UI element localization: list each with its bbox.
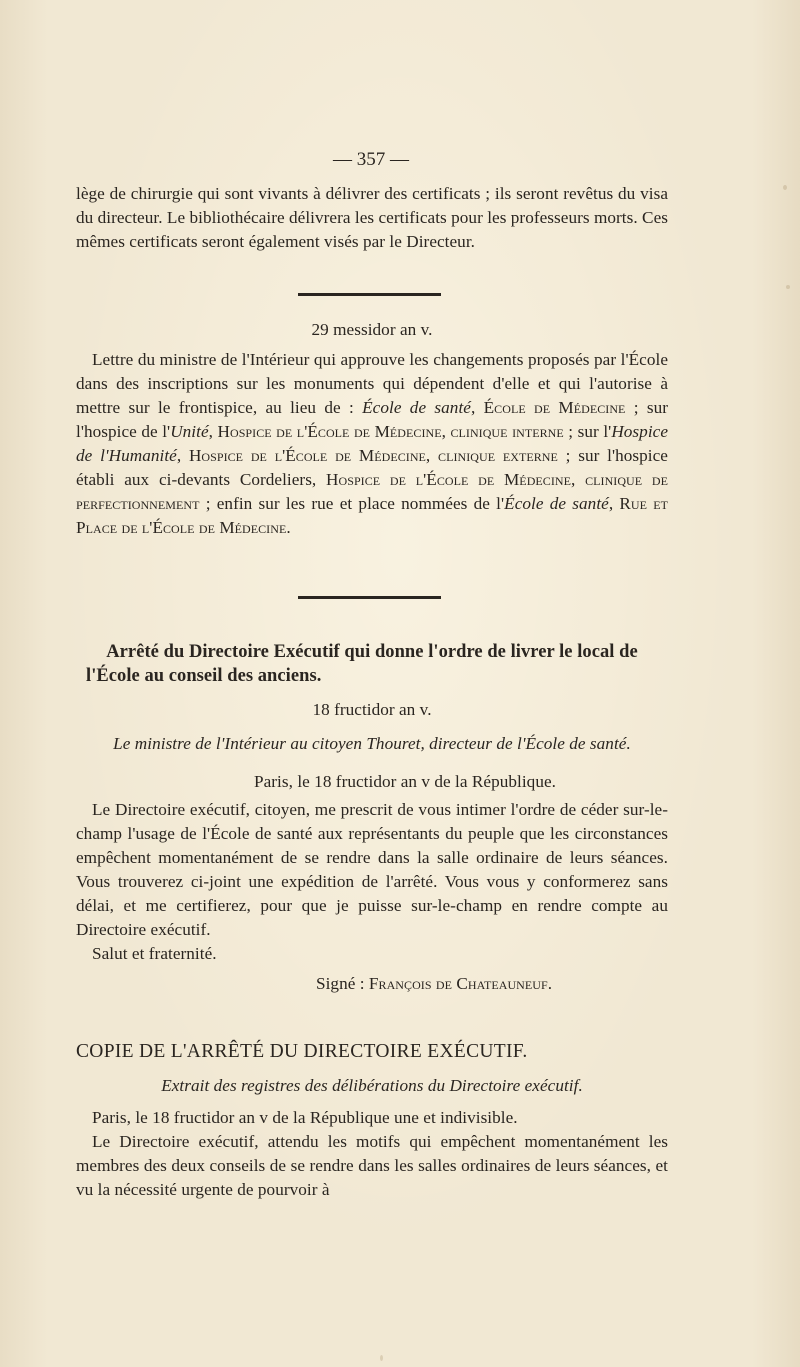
letter-italic: Hospice de l'Humanité	[76, 422, 668, 465]
letter-smallcaps: Hospice de l'École de Médecine, clinique de perfectionnement	[76, 470, 668, 513]
letter-text: ; sur l'	[563, 422, 612, 441]
paris-date-line: Paris, le 18 fructidor an v de la République une et indivisible.	[92, 1108, 518, 1127]
directoire-paragraph: Le Directoire exécutif, attendu les motifs qui empêchent momentanément les membres des deux conseils de se rendre dans les salles ordinaires de leurs séances, et vu la nécessité urgente de pourvoir à	[76, 1132, 668, 1199]
arrete-section	[76, 640, 668, 996]
letter-date: 29 messidor an v.	[311, 320, 433, 339]
arrete-heading: Arrêté du Directoire Exécutif qui donne l'ordre de livrer le local de l'École au conseil des anciens.	[86, 642, 638, 686]
salutation: Salut et fraternité.	[92, 944, 217, 963]
address-line: Le ministre de l'Intérieur au citoyen Thouret, directeur de l'École de santé.	[113, 734, 631, 753]
paper-spot	[783, 185, 787, 190]
copie-section	[76, 1040, 668, 1202]
letter-text: .	[286, 518, 291, 537]
letter-text: ; enfin sur les rue et place nommées de l'	[199, 494, 505, 513]
section-divider	[298, 293, 441, 296]
signature-name: François de Chateauneuf.	[368, 974, 553, 993]
letter-smallcaps: Rue et Place de l'École de Médecine	[76, 494, 669, 537]
paper-spot	[380, 1355, 383, 1361]
letter-text: ,	[470, 398, 484, 417]
opening-paragraph: lège de chirurgie qui sont vivants à délivrer des certificats ; ils seront revêtus du visa du directeur. Le bibliothécaire délivrera les certificats pour les professeurs morts. Ces mêmes certificats seront également visés par le Directeur.	[76, 184, 668, 251]
letter-text: ,	[608, 494, 620, 513]
letter-body: Le Directoire exécutif, citoyen, me prescrit de vous intimer l'ordre de céder sur-le-champ l'usage de l'École de santé aux représentants du peuple que les circonstances empêchent momentanément de se rendre dans la salle ordinaire de leurs séances. Vous trouverez ci-joint une expédition de l'arrêté. Vous vous y conformerez sans délai, et me certifierez, pour que je puisse sur-le-champ en rendre compte au Directoire exécutif.	[76, 800, 668, 939]
letter-section	[76, 318, 668, 540]
letter-smallcaps: Hospice de l'École de Médecine, clinique externe	[188, 446, 558, 465]
letter-smallcaps: École de Médecine	[483, 398, 626, 417]
arrete-date: 18 fructidor an v.	[312, 700, 432, 719]
letter-text: ; sur l'hospice de l'	[76, 398, 669, 441]
extrait-line: Extrait des registres des délibérations du Directoire exécutif.	[161, 1076, 583, 1095]
letter-italic: École de santé	[362, 398, 471, 417]
letter-text: ,	[176, 446, 189, 465]
letter-text: ; sur l'hospice établi aux ci-devants Cordeliers,	[76, 446, 668, 489]
letter-italic: Unité	[170, 422, 209, 441]
section-divider	[298, 596, 441, 599]
letter-italic: École de santé	[504, 494, 609, 513]
place-date: Paris, le 18 fructidor an v de la République.	[254, 772, 556, 791]
letter-text: ,	[208, 422, 218, 441]
paper-spot	[786, 285, 790, 289]
opening-paragraph-block	[76, 182, 668, 254]
signature-label: Signé :	[316, 974, 369, 993]
signature-line	[76, 972, 668, 996]
letter-summary	[76, 348, 668, 540]
letter-smallcaps: Hospice de l'École de Médecine, clinique interne	[217, 422, 564, 441]
copie-title: COPIE DE L'ARRÊTÉ DU DIRECTOIRE EXÉCUTIF.	[76, 1041, 528, 1062]
letter-text: Lettre du ministre de l'Intérieur qui approuve les changements proposés par l'École dans des inscriptions sur les monuments qui dépendent d'elle et qui l'autorise à mettre sur le frontispice, au lieu de :	[76, 350, 668, 417]
page-number: — 357 —	[333, 149, 409, 170]
